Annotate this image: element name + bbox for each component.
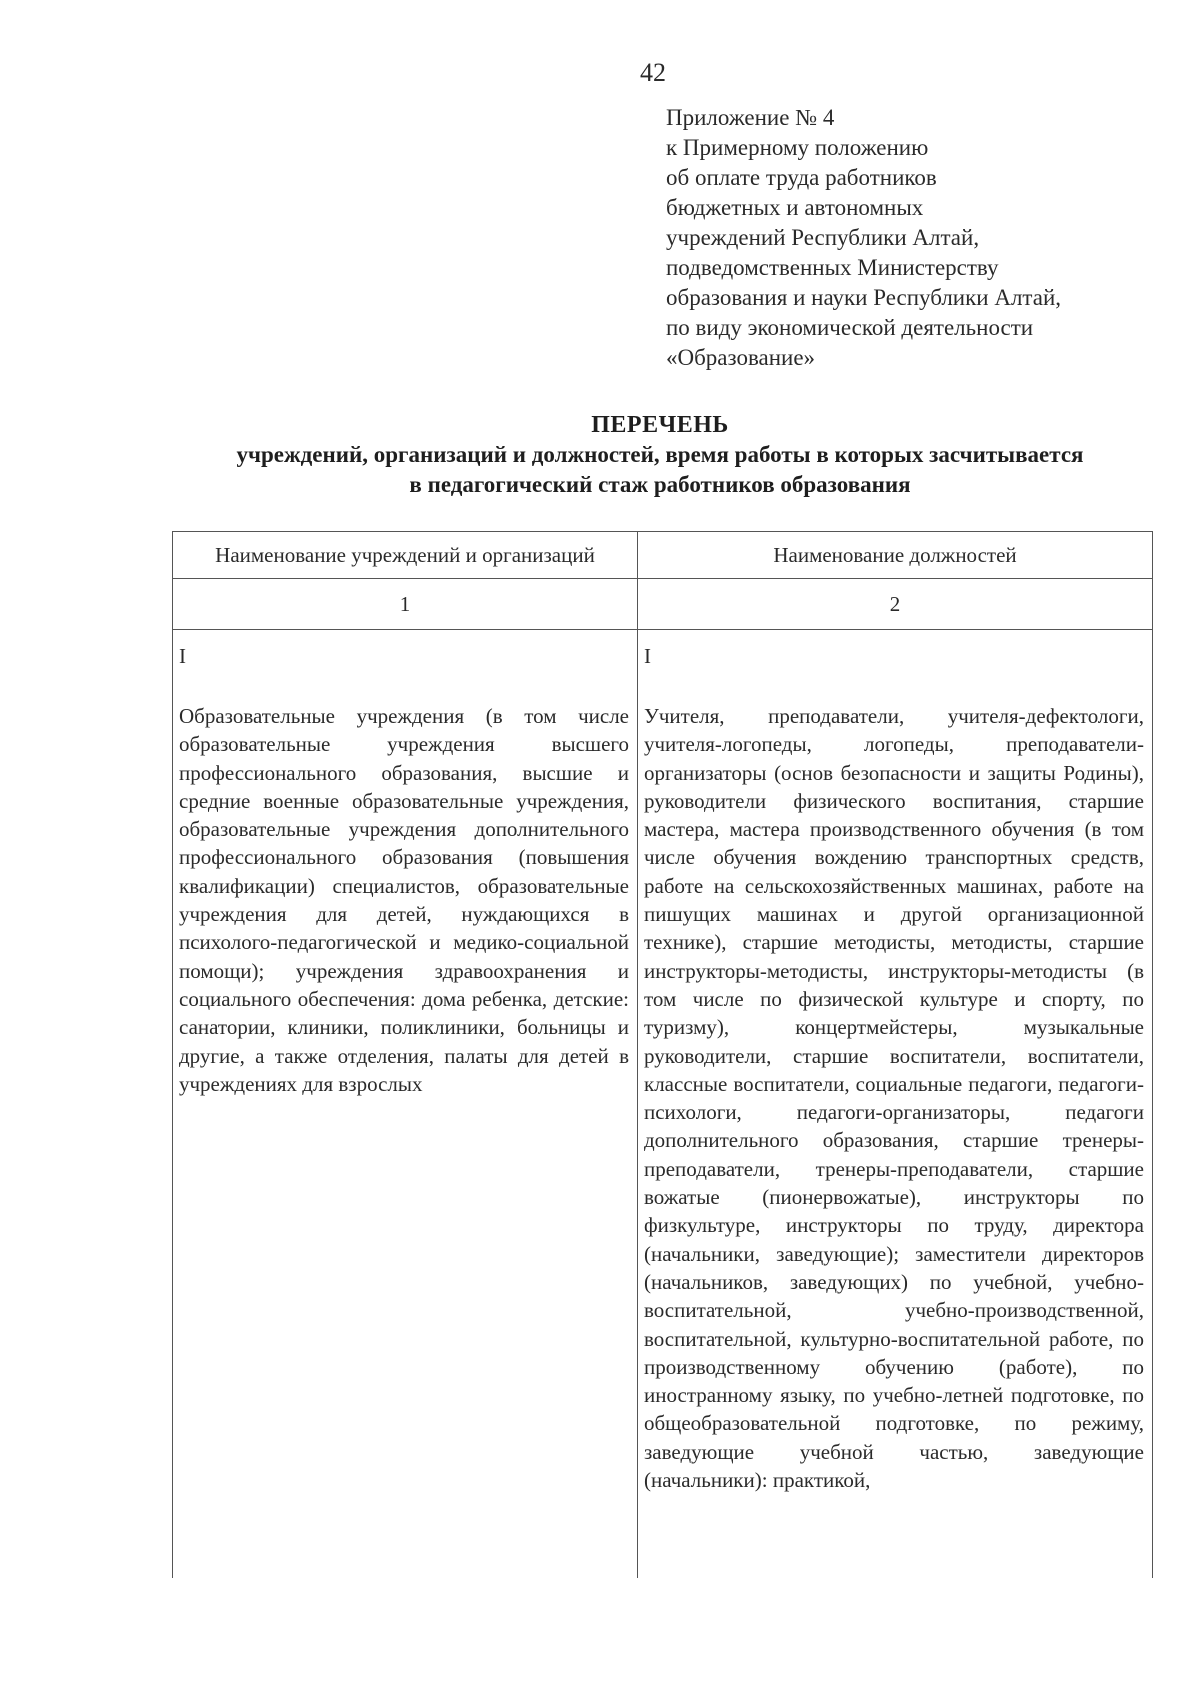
appendix-line: учреждений Республики Алтай, — [666, 225, 980, 250]
title-line-1: учреждений, организаций и должностей, время работы в которых засчитывается — [236, 442, 1084, 467]
document-title — [140, 410, 1180, 500]
section-number: I — [644, 644, 651, 668]
header-positions: Наименование должностей — [638, 532, 1153, 579]
section-number: I — [179, 644, 186, 668]
appendix-line: об оплате труда работников — [666, 165, 937, 190]
table-header-row — [173, 532, 1153, 579]
column-number-row — [173, 579, 1153, 630]
title-main: ПЕРЕЧЕНЬ — [591, 412, 729, 438]
table-row — [173, 630, 1153, 1579]
header-institutions: Наименование учреждений и организаций — [173, 532, 638, 579]
appendix-line: подведомственных Министерству — [666, 255, 999, 280]
positions-text: Учителя, преподаватели, учителя-дефектологи, учителя-логопеды, логопеды, преподаватели-организаторы (основ безопасности и защиты Родины), руководители физического воспитания, старшие мастера, мастера производственного обучения (в том числе обучения вождению транспортных средств, работе на сельскохозяйственных машинах, работе на пишущих машинах и другой организационной технике), старшие методисты, методисты, старшие инструкторы-методисты, инструкторы-методисты (в том числе по физической культуре и спорту, по туризму), концертмейстеры, музыкальные руководители, старшие воспитатели, воспитатели, классные воспитатели, социальные педагоги, педагоги-психологи, педагоги-организаторы, педагоги дополнительного образования, старшие тренеры-преподаватели, тренеры-преподаватели, старшие вожатые (пионервожатые), инструкторы по физкультуре, инструкторы по труду, директора (начальники, заведующие); заместители директоров (начальников, заведующих) по учебной, учебно-воспитательной, учебно-производственной, воспитательной, культурно-воспитательной работе, по производственному обучению (работе), по иностранному языку, по учебно-летней подготовке, по общеобразовательной подготовке, по режиму, заведующие учебной частью, заведующие (начальники): практикой, — [644, 704, 1144, 1493]
appendix-line: к Примерному положению — [666, 135, 929, 160]
positions-cell — [638, 630, 1153, 1579]
appendix-line: бюджетных и автономных — [666, 195, 924, 220]
appendix-line: Приложение № 4 — [666, 105, 835, 130]
appendix-line: «Образование» — [666, 345, 816, 370]
appendix-line: образования и науки Республики Алтай, — [666, 285, 1062, 310]
institutions-cell — [173, 630, 638, 1579]
column-number-2: 2 — [638, 579, 1153, 630]
page-number: 42 — [640, 58, 666, 87]
positions-table — [172, 531, 1153, 1578]
column-number-1: 1 — [173, 579, 638, 630]
title-line-2: в педагогический стаж работников образования — [409, 472, 911, 497]
appendix-block — [666, 103, 1166, 373]
institutions-text: Образовательные учреждения (в том числе образовательные учреждения высшего профессионального образования, высшие и средние военные образовательные учреждения, образовательные учреждения дополнительного профессионального образования (повышения квалификации) специалистов, образовательные учреждения для детей, нуждающихся в психолого-педагогической и медико-социальной помощи); учреждения здравоохранения и социального обеспечения: дома ребенка, детские: санатории, клиники, поликлиники, больницы и другие, а также отделения, палаты для детей в учреждениях для взрослых — [179, 704, 629, 1096]
appendix-line: по виду экономической деятельности — [666, 315, 1034, 340]
